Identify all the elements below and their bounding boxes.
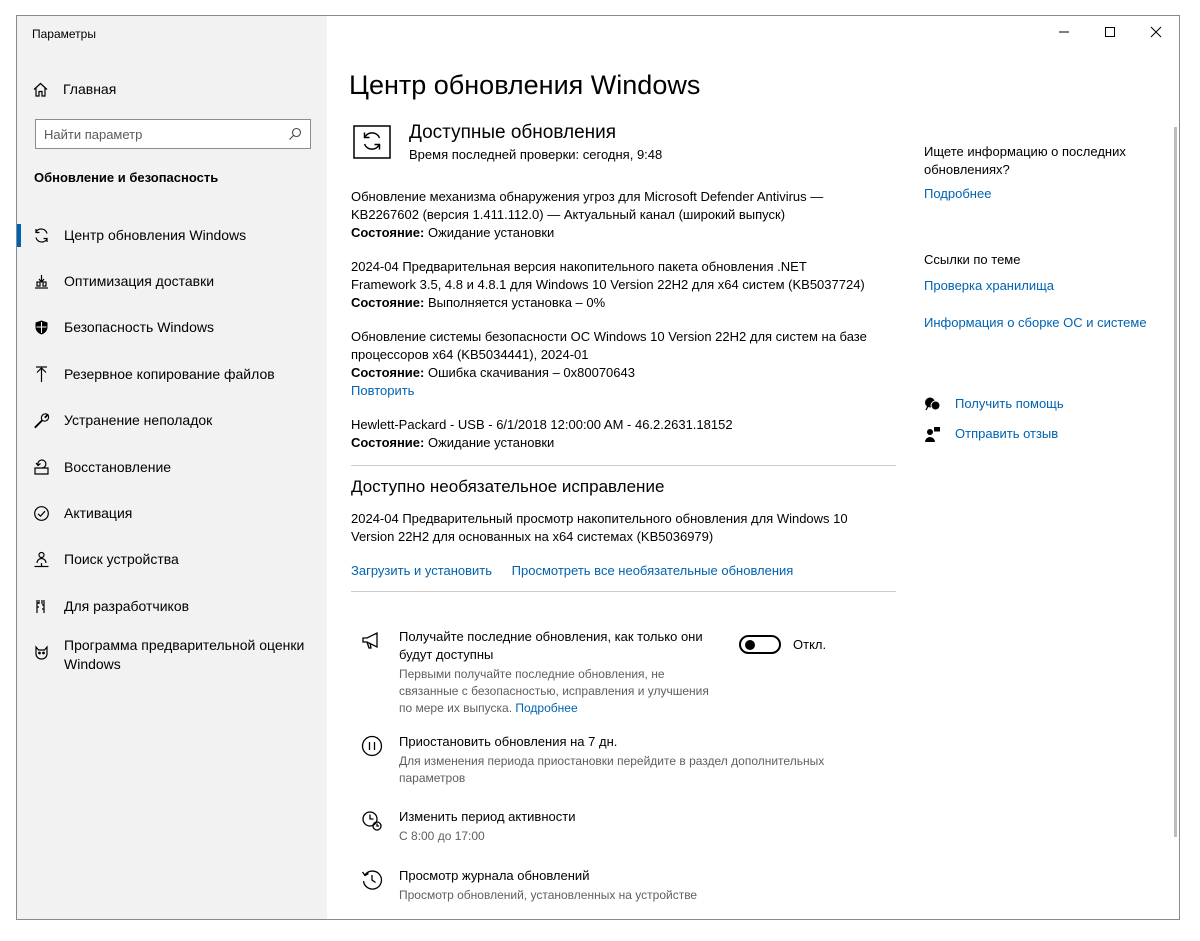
optional-update-title: Доступно необязательное исправление	[351, 477, 665, 496]
search-input[interactable]	[44, 127, 288, 142]
setting-title: Приостановить обновления на 7 дн.	[399, 734, 618, 749]
latest-updates-toggle-wrap	[739, 635, 826, 654]
setting-desc: Для изменения периода приостановки перейдите в раздел дополнительных параметров	[399, 754, 825, 785]
update-status: Ожидание установки	[427, 225, 555, 240]
update-name: Hewlett-Packard - USB - 6/1/2018 12:00:00 AM - 46.2.2631.18152	[351, 417, 733, 432]
update-name: Обновление механизма обнаружения угроз для Microsoft Defender Antivirus — KB2267602 (версия 1.411.112.0) — Актуальный канал (широкий выпуск)	[351, 189, 824, 222]
update-name: 2024-04 Предварительная версия накопительного пакета обновления .NET Framework 3.5, 4.8 и 4.8.1 для Windows 10 Version 22H2 для x64 систем (KB5037724)	[351, 259, 865, 292]
available-updates-title: Доступные обновления	[409, 122, 617, 143]
status-label: Состояние:	[351, 225, 425, 240]
related-link-storage[interactable]: Проверка хранилища	[924, 278, 1055, 293]
home-label: Главная	[63, 81, 117, 97]
scrollbar[interactable]	[1174, 127, 1177, 837]
related-title: Ссылки по теме	[924, 252, 1021, 267]
setting-active-hours[interactable]	[361, 808, 859, 845]
related-link-os-info[interactable]: Информация о сборке ОС и системе	[924, 315, 1147, 330]
active-hours-clock-icon	[361, 810, 383, 832]
shield-icon	[33, 319, 50, 336]
update-list	[351, 188, 871, 468]
delivery-icon	[33, 273, 50, 290]
setting-update-history[interactable]	[361, 867, 859, 904]
sidebar-item-troubleshoot[interactable]: Устранение неполадок	[17, 398, 327, 444]
sidebar	[17, 16, 327, 920]
developer-icon	[33, 598, 50, 615]
setting-title: Получайте последние обновления, как только они будут доступны	[399, 629, 703, 662]
update-status: Ожидание установки	[427, 435, 555, 450]
info-block	[924, 143, 1164, 203]
setting-latest-updates	[361, 628, 724, 717]
pause-icon	[361, 735, 383, 757]
get-help-link[interactable]: Получить помощь	[924, 395, 1064, 413]
update-item	[351, 328, 871, 400]
view-optional-updates-link[interactable]: Просмотреть все необязательные обновления	[511, 563, 794, 578]
setting-desc: Первыми получайте последние обновления, не связанные с безопасностью, исправления и улучшения по мере их выпуска. Подробнее	[399, 667, 709, 715]
update-item	[351, 258, 871, 312]
sidebar-item-find-device[interactable]: Поиск устройства	[17, 537, 327, 583]
setting-desc: С 8:00 до 17:00	[399, 829, 485, 843]
feedback-person-icon	[924, 426, 941, 443]
status-label: Состояние:	[351, 365, 425, 380]
settings-window	[16, 15, 1180, 920]
sidebar-item-delivery-optimization[interactable]: Оптимизация доставки	[17, 258, 327, 304]
update-name: Обновление системы безопасности ОС Windows 10 Version 22H2 для систем на базе процессоров x64 (KB5034441), 2024-01	[351, 329, 867, 362]
update-refresh-icon	[350, 122, 394, 160]
page-title: Центр обновления Windows	[349, 70, 701, 100]
optional-update-desc: 2024-04 Предварительный просмотр накопительного обновления для Windows 10 Version 22H2 для основанных на x64 системах (KB5036979)	[351, 511, 848, 544]
send-feedback-link[interactable]: Отправить отзыв	[924, 425, 1058, 443]
main-content	[327, 16, 1179, 919]
search-icon[interactable]	[288, 127, 302, 141]
sidebar-item-windows-security[interactable]: Безопасность Windows	[17, 305, 327, 351]
setting-title: Изменить период активности	[399, 809, 576, 824]
more-info-link[interactable]: Подробнее	[515, 701, 578, 715]
update-item	[351, 188, 871, 242]
divider	[351, 465, 896, 466]
check-circle-icon	[33, 505, 50, 522]
history-icon	[361, 869, 383, 891]
recovery-icon	[33, 459, 50, 476]
optional-update-actions	[351, 563, 809, 578]
backup-arrow-icon	[33, 366, 50, 383]
status-label: Состояние:	[351, 435, 425, 450]
info-more-link[interactable]: Подробнее	[924, 186, 992, 201]
sidebar-item-activation[interactable]: Активация	[17, 490, 327, 536]
search-box[interactable]	[35, 119, 311, 149]
related-links	[924, 251, 1164, 332]
update-item	[351, 416, 871, 452]
home-nav-item[interactable]	[32, 78, 116, 100]
latest-updates-toggle[interactable]	[739, 635, 781, 654]
update-status: Ошибка скачивания – 0x80070643	[427, 365, 635, 380]
toggle-state-label: Откл.	[793, 637, 827, 652]
setting-pause-updates[interactable]	[361, 733, 859, 787]
window-title: Параметры	[32, 27, 96, 41]
person-pin-icon	[33, 551, 50, 568]
sidebar-item-developers[interactable]: Для разработчиков	[17, 583, 327, 629]
refresh-icon	[33, 227, 50, 244]
last-check-time: Время последней проверки: сегодня, 9:48	[409, 147, 663, 162]
sidebar-item-insider[interactable]: Программа предварительной оценки Windows	[17, 630, 327, 686]
setting-desc: Просмотр обновлений, установленных на устройстве	[399, 888, 698, 902]
insider-icon	[33, 644, 50, 661]
setting-title: Просмотр журнала обновлений	[399, 868, 590, 883]
section-title: Обновление и безопасность	[34, 170, 219, 185]
sidebar-item-windows-update[interactable]: Центр обновления Windows	[17, 212, 327, 258]
sidebar-item-recovery[interactable]: Восстановление	[17, 444, 327, 490]
download-install-link[interactable]: Загрузить и установить	[351, 563, 493, 578]
divider	[351, 591, 896, 592]
sidebar-item-backup[interactable]: Резервное копирование файлов	[17, 351, 327, 397]
megaphone-icon	[361, 630, 383, 652]
status-label: Состояние:	[351, 295, 425, 310]
sidebar-nav	[17, 212, 327, 686]
update-status: Выполняется установка – 0%	[427, 295, 606, 310]
home-icon	[32, 81, 49, 98]
retry-link[interactable]: Повторить	[351, 383, 415, 398]
info-question: Ищете информацию о последних обновлениях?	[924, 144, 1126, 177]
wrench-icon	[33, 412, 50, 429]
help-chat-icon	[924, 396, 941, 413]
